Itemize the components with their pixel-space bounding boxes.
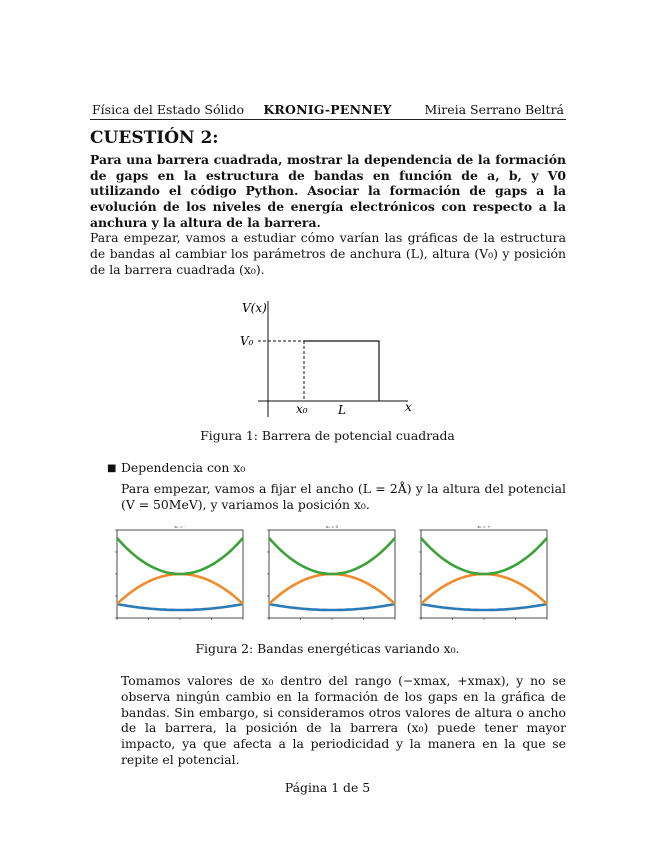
figure2-panels	[95, 522, 555, 634]
header-author: Mireia Serrano Beltrá	[424, 102, 564, 117]
figure2-panel-3	[399, 522, 551, 634]
header-title: KRONIG-PENNEY	[263, 102, 392, 117]
fig1-L-label: L	[338, 403, 346, 417]
question-title: CUESTIÓN 2:	[90, 128, 219, 148]
panel-title: x₀ = 0	[325, 524, 339, 529]
panel-title: x₀ = +	[477, 524, 491, 529]
bullet-paragraph: Para empezar, vamos a fijar el ancho (L = 2Å) y la altura del potencial (V = 50MeV), y variamos la posición x₀.	[121, 481, 566, 512]
band-2-line	[269, 574, 395, 604]
conclusion-paragraph: Tomamos valores de x₀ dentro del rango (−xmax, +xmax), y no se observa ningún cambio en la formación de los gaps en la gráfica de bandas. Sin embargo, si consideramos otros valores de altura o ancho de la barrera, la posición de la barrera (x₀) puede tener mayor impacto, ya que afecta a la periodicidad y la manera en la que se repite el potencial.	[121, 673, 566, 767]
band-1-line	[117, 604, 243, 610]
fig1-x0-label: x₀	[296, 402, 308, 416]
band-2-line	[117, 574, 243, 604]
band-1-line	[421, 604, 547, 610]
band-3-line	[421, 538, 547, 574]
header-rule	[90, 119, 566, 120]
fig1-v0-label: V₀	[240, 334, 254, 348]
fig1-barrier	[304, 341, 379, 401]
fig1-x-label: x	[405, 400, 412, 414]
figure2-panel-1	[95, 522, 247, 634]
figure1-barrier-plot	[240, 295, 430, 420]
band-3-line	[269, 538, 395, 574]
figure2-caption: Figura 2: Bandas energéticas variando x₀.	[195, 641, 460, 656]
fig1-ylabel: V(x)	[242, 301, 267, 315]
figure1-caption: Figura 1: Barrera de potencial cuadrada	[200, 428, 455, 443]
band-1-line	[269, 604, 395, 610]
bullet-icon: ■	[107, 463, 117, 474]
intro-paragraph: Para empezar, vamos a estudiar cómo varían las gráficas de la estructura de bandas al cambiar los parámetros de anchura (L), altura (V₀) y posición de la barrera cuadrada (x₀).	[90, 230, 566, 277]
figure2-panel-2	[247, 522, 399, 634]
header-left: Física del Estado Sólido	[92, 102, 245, 117]
panel-title: x₀ = -	[174, 524, 186, 529]
band-2-line	[421, 574, 547, 604]
page-number: Página 1 de 5	[284, 780, 371, 795]
bullet-label: Dependencia con x₀	[121, 460, 246, 475]
question-statement: Para una barrera cuadrada, mostrar la dependencia de la formación de gaps en la estructura de bandas en función de a, b, y V0 utilizando el código Python. Asociar la formación de gaps a la evolución de los niveles de energía electrónicos con respecto a la anchura y la altura de la barrera.	[90, 152, 566, 230]
band-3-line	[117, 538, 243, 574]
